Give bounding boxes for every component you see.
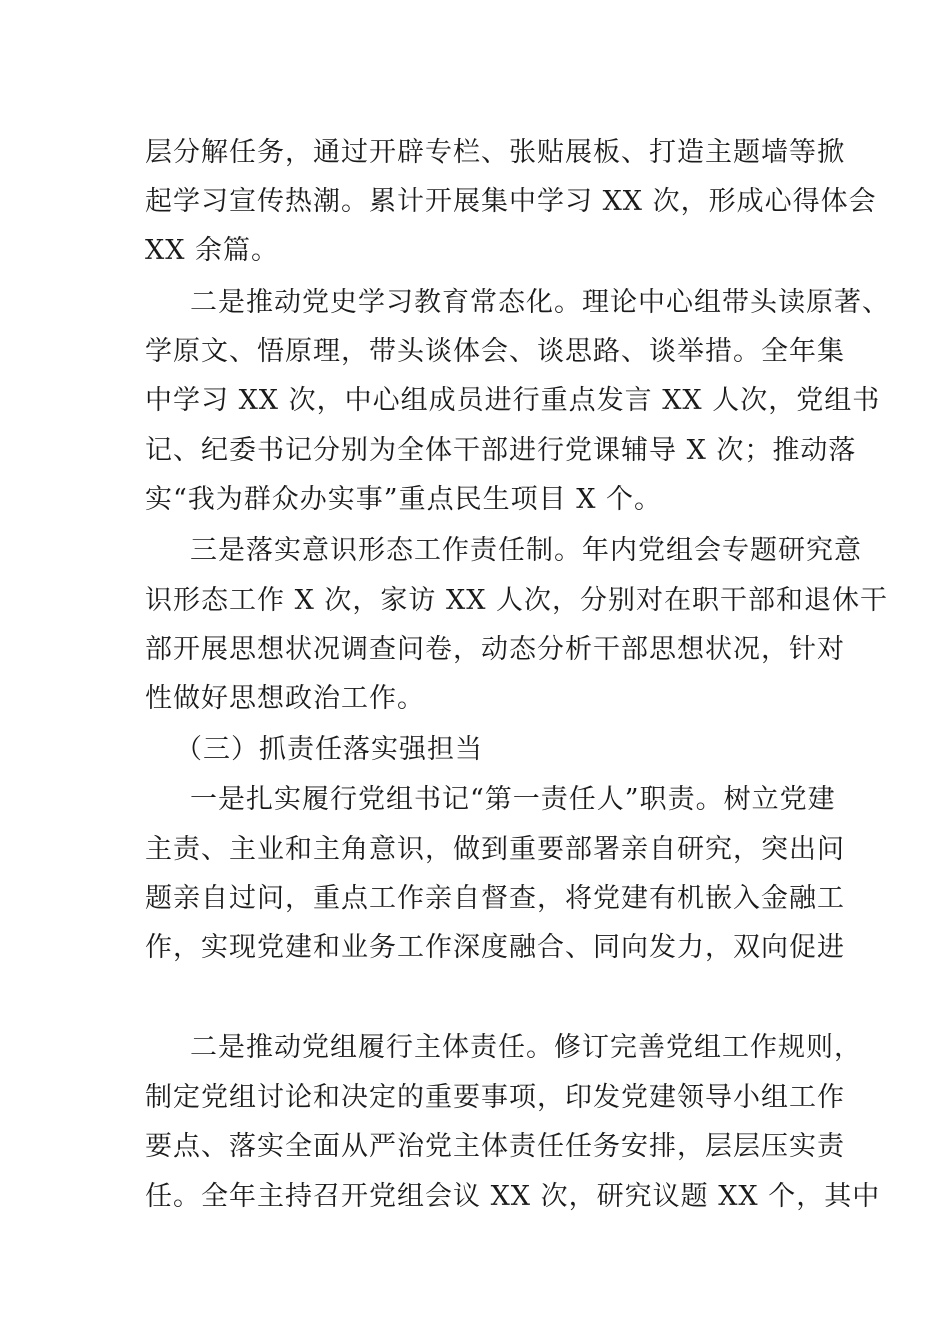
text-line: 二是推动党组履行主体责任。修订完善党组工作规则， [190,1032,862,1063]
text-line: 学原文、悟原理，带头谈体会、谈思路、谈举措。全年集 [145,336,845,367]
text-line: 层分解任务，通过开辟专栏、张贴展板、打造主题墙等掀 [145,137,845,168]
text-line: 部开展思想状况调查问卷，动态分析干部思想状况，针对 [145,634,845,665]
text-line: 一是扎实履行党组书记“第一责任人”职责。树立党建 [190,784,836,815]
text-line: 实“我为群众办实事”重点民生项目 X 个。 [145,484,662,515]
text-line: 题亲自过问，重点工作亲自督查，将党建有机嵌入金融工 [145,883,845,914]
text-line: 主责、主业和主角意识，做到重要部署亲自研究，突出问 [145,834,845,865]
text-line: 任。全年主持召开党组会议 XX 次，研究议题 XX 个，其中 [145,1181,881,1212]
text-line: 记、纪委书记分别为全体干部进行党课辅导 X 次；推动落 [145,435,857,466]
text-line: 起学习宣传热潮。累计开展集中学习 XX 次，形成心得体会 [145,186,877,217]
text-line: 识形态工作 X 次，家访 XX 人次，分别对在职干部和退休干 [145,585,888,616]
text-line: 要点、落实全面从严治党主体责任任务安排，层层压实责 [145,1131,845,1162]
section-heading: （三）抓责任落实强担当 [175,734,483,765]
text-line: 中学习 XX 次，中心组成员进行重点发言 XX 人次，党组书 [145,385,881,416]
text-line: 制定党组讨论和决定的重要事项，印发党建领导小组工作 [145,1082,845,1113]
text-line: 性做好思想政治工作。 [145,683,425,714]
text-line: XX 余篇。 [145,235,280,266]
text-line: 二是推动党史学习教育常态化。理论中心组带头读原著、 [190,287,890,318]
text-line: 作，实现党建和业务工作深度融合、同向发力，双向促进 [145,932,845,963]
text-line: 三是落实意识形态工作责任制。年内党组会专题研究意 [190,535,862,566]
